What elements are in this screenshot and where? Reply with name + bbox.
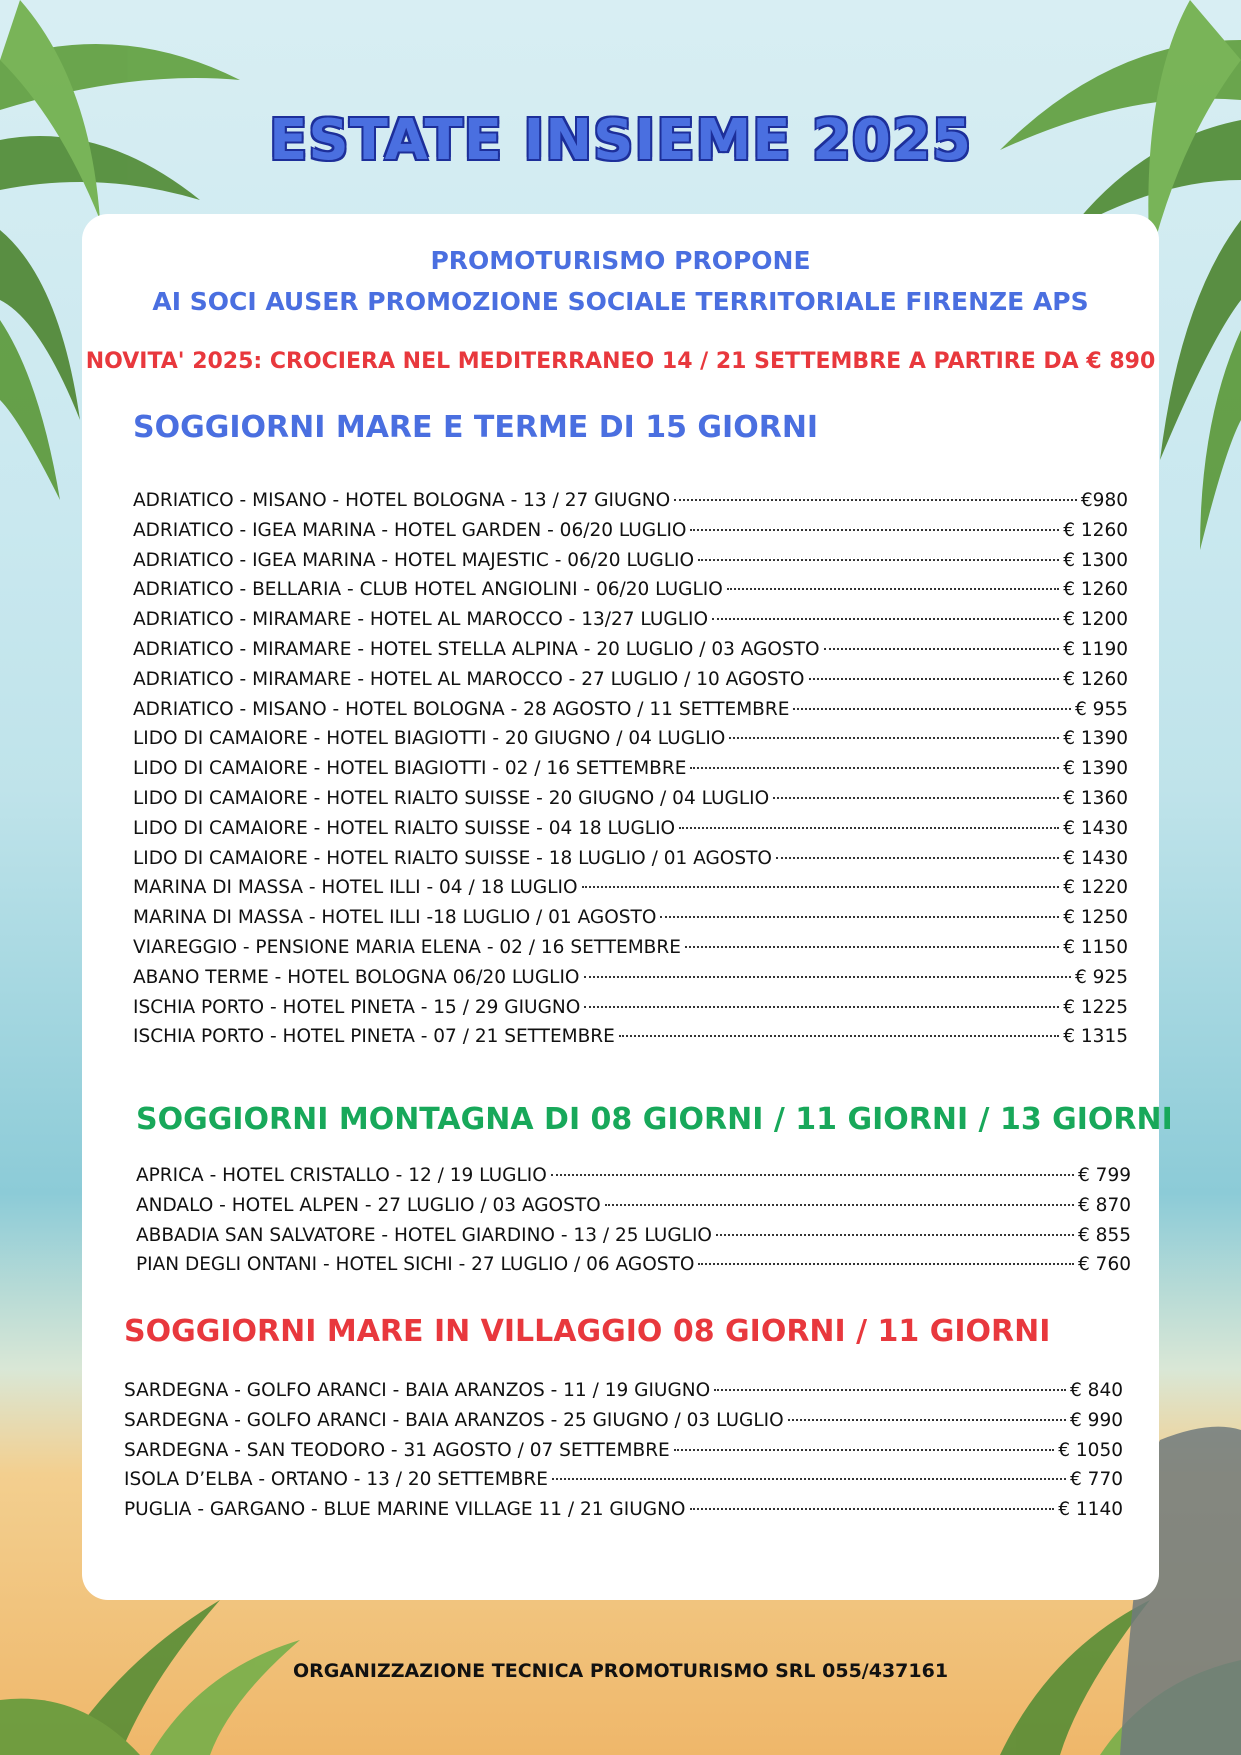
list-item: LIDO DI CAMAIORE - HOTEL BIAGIOTTI - 20 GIUGNO / 04 LUGLIO € 1390 [133, 728, 1128, 750]
list-montagna [136, 1165, 1131, 1284]
list-item: SARDEGNA - SAN TEODORO - 31 AGOSTO / 07 SETTEMBRE € 1050 [124, 1439, 1123, 1461]
page-title: ESTATE INSIEME 2025 [269, 108, 972, 173]
list-item: SARDEGNA - GOLFO ARANCI - BAIA ARANZOS - 25 GIUGNO / 03 LUGLIO € 990 [124, 1409, 1123, 1431]
list-item: VIAREGGIO - PENSIONE MARIA ELENA - 02 / 16 SETTEMBRE € 1150 [133, 936, 1128, 958]
list-item: ADRIATICO - MIRAMARE - HOTEL AL MAROCCO - 27 LUGLIO / 10 AGOSTO € 1260 [133, 668, 1128, 690]
list-mare-terme [133, 490, 1128, 1056]
list-item: ISCHIA PORTO - HOTEL PINETA - 15 / 29 GIUGNO € 1225 [133, 996, 1128, 1018]
section-title-villaggio: SOGGIORNI MARE IN VILLAGGIO 08 GIORNI / 11 GIORNI [124, 1314, 1051, 1349]
list-item: LIDO DI CAMAIORE - HOTEL RIALTO SUISSE - 04 18 LUGLIO € 1430 [133, 817, 1128, 839]
section-title-mare-terme: SOGGIORNI MARE E TERME DI 15 GIORNI [133, 410, 819, 445]
footer-organization: ORGANIZZAZIONE TECNICA PROMOTURISMO SRL 055/437161 [292, 1660, 949, 1682]
list-item: ANDALO - HOTEL ALPEN - 27 LUGLIO / 03 AGOSTO € 870 [136, 1194, 1131, 1216]
list-item: SARDEGNA - GOLFO ARANCI - BAIA ARANZOS - 11 / 19 GIUGNO € 840 [124, 1380, 1123, 1401]
list-item: MARINA DI MASSA - HOTEL ILLI -18 LUGLIO / 01 AGOSTO € 1250 [133, 907, 1128, 929]
list-item: ADRIATICO - IGEA MARINA - HOTEL GARDEN - 06/20 LUGLIO € 1260 [133, 519, 1128, 541]
list-item: LIDO DI CAMAIORE - HOTEL BIAGIOTTI - 02 / 16 SETTEMBRE € 1390 [133, 758, 1128, 780]
novita-announcement: NOVITA' 2025: CROCIERA NEL MEDITERRANEO 14 / 21 SETTEMBRE A PARTIRE DA € 890 [85, 349, 1156, 374]
list-item: ADRIATICO - BELLARIA - CLUB HOTEL ANGIOLINI - 06/20 LUGLIO € 1260 [133, 579, 1128, 601]
list-item: ADRIATICO - MIRAMARE - HOTEL STELLA ALPINA - 20 LUGLIO / 03 AGOSTO € 1190 [133, 638, 1128, 660]
list-item: MARINA DI MASSA - HOTEL ILLI - 04 / 18 LUGLIO € 1220 [133, 877, 1128, 899]
list-item: ADRIATICO - MIRAMARE - HOTEL AL MAROCCO - 13/27 LUGLIO € 1200 [133, 609, 1128, 631]
list-item: PUGLIA - GARGANO - BLUE MARINE VILLAGE 11 / 21 GIUGNO € 1140 [124, 1499, 1123, 1521]
list-item: ABANO TERME - HOTEL BOLOGNA 06/20 LUGLIO € 925 [133, 966, 1128, 988]
subtitle-line-1: PROMOTURISMO PROPONE [430, 246, 811, 275]
list-item: ISOLA D’ELBA - ORTANO - 13 / 20 SETTEMBRE € 770 [124, 1469, 1123, 1491]
list-villaggio [124, 1380, 1123, 1529]
list-item: LIDO DI CAMAIORE - HOTEL RIALTO SUISSE - 18 LUGLIO / 01 AGOSTO € 1430 [133, 847, 1128, 869]
list-item: PIAN DEGLI ONTANI - HOTEL SICHI - 27 LUGLIO / 06 AGOSTO € 760 [136, 1254, 1131, 1276]
list-item: ABBADIA SAN SALVATORE - HOTEL GIARDINO - 13 / 25 LUGLIO € 855 [136, 1224, 1131, 1246]
list-item: ISCHIA PORTO - HOTEL PINETA - 07 / 21 SETTEMBRE € 1315 [133, 1026, 1128, 1048]
subtitle-line-2: AI SOCI AUSER PROMOZIONE SOCIALE TERRITORIALE FIRENZE APS [152, 287, 1089, 316]
list-item: ADRIATICO - MISANO - HOTEL BOLOGNA - 28 AGOSTO / 11 SETTEMBRE € 955 [133, 698, 1128, 720]
section-title-montagna: SOGGIORNI MONTAGNA DI 08 GIORNI / 11 GIORNI / 13 GIORNI [136, 1102, 1173, 1137]
list-item: ADRIATICO - MISANO - HOTEL BOLOGNA - 13 / 27 GIUGNO €980 [133, 490, 1128, 511]
list-item: ADRIATICO - IGEA MARINA - HOTEL MAJESTIC - 06/20 LUGLIO € 1300 [133, 549, 1128, 571]
list-item: LIDO DI CAMAIORE - HOTEL RIALTO SUISSE - 20 GIUGNO / 04 LUGLIO € 1360 [133, 787, 1128, 809]
list-item: APRICA - HOTEL CRISTALLO - 12 / 19 LUGLIO € 799 [136, 1165, 1131, 1186]
